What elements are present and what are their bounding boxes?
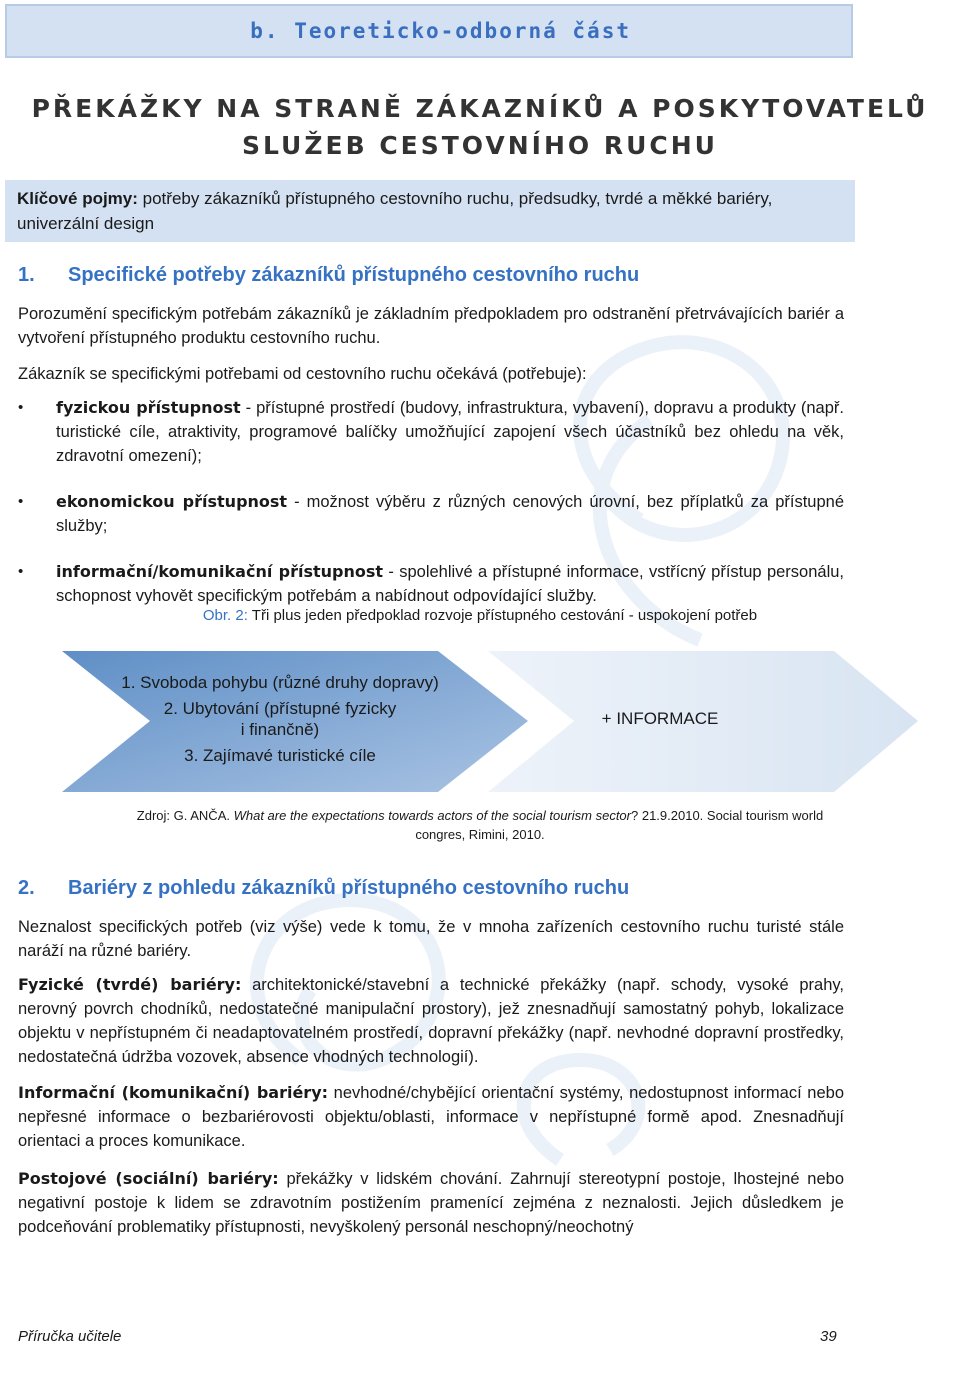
diagram-item-1: 1. Svoboda pohybu (různé druhy dopravy) [121,673,439,692]
page-title-line1: PŘEKÁŽKY NA STRANĚ ZÁKAZNÍKŮ A POSKYTOVATELŮ [31,94,929,123]
attitude-barriers-term: Postojové (sociální) bariéry: [18,1169,279,1188]
bullet-text: - spolehlivé a přístupné informace, vstřícný přístup personálu, schopnost vyhovět specifickým potřebám a nabídnout odpovídající služby. [56,563,845,605]
section2-intro: Neznalost specifických potřeb (viz výše) vede k tomu, že v mnoha zařízeních cestovního ruchu turisté stále naráží na různé bariéry. [18,918,844,960]
figure-caption-text: Tři plus jeden předpoklad rozvoje přístupného cestování - uspokojení potřeb [247,607,758,624]
figure-source-line2: congres, Rimini, 2010. [415,827,545,842]
section2-heading [18,877,629,900]
bullet-term: fyzickou přístupnost [56,398,241,417]
section1-number: 1. [18,264,35,286]
section1-heading-text: Specifické potřeby zákazníků přístupného cestovního ruchu [68,264,640,286]
source-suffix: ? 21.9.2010. Social tourism world [631,808,824,823]
bullet-term: ekonomickou přístupnost [56,492,288,511]
information-barriers-paragraph [18,1081,844,1153]
bullet-text: - přístupné prostředí (budovy, infrastruktura, vybavení), dopravu a produkty (např. turistické cíle, atraktivity, programové balíčky umožňující zapojení všech účastníků bez ohledu na věk, zdravotní omezení); [56,399,844,465]
section1-lead: Zákazník se specifickými potřebami od cestovního ruchu očekává (potřebuje): [18,365,587,383]
attitude-barriers-text: překážky v lidském chování. Zahrnují stereotypní postoje, lhostejné nebo negativní postoje k lidem se zdravotním postižením pramenící zejména z neznalosti. Jejich důsledkem je podceňování problematiky přístupnosti, nevyškolený personál neschopný/neochotný [18,1170,844,1236]
page-number: 39 [820,1328,837,1345]
diagram-item-2: 2. Ubytování (přístupné fyzicky [163,699,397,718]
section1-intro: Porozumění specifickým potřebám zákazníků je základním předpokladem pro odstranění přetrvávajících bariér a vytvoření přístupného produktu cestovního ruchu. [18,305,844,347]
information-barriers-term: Informační (komunikační) bariéry: [18,1083,329,1102]
figure-source [0,806,960,825]
diagram-information: + INFORMACE [601,709,719,728]
source-prefix: Zdroj: G. ANČA. [136,808,234,823]
physical-barriers-text: architektonické/stavební a technické překážky (např. schody, vysoké prahy, nerovný povrch chodníků, nedostatečné manipulační prostory), jež znesnadňují samostatný pohyb, lokalizace objektu v nepřístupném či neadaptovatelném prostředí, dopravní překážky (např. nevhodné dopravní prostředky, nedostatečná údržba vozovek, absence vhodných technologií). [18,976,845,1066]
keywords-label: Klíčové pojmy: [17,189,138,208]
section2-heading-text: Bariéry z pohledu zákazníků přístupného cestovního ruchu [68,877,630,899]
bullet-term: informační/komunikační přístupnost [56,562,384,581]
source-title: What are the expectations towards actors of the social tourism sector [233,808,631,823]
figure-number: Obr. 2: [202,607,248,624]
section-header-label: b. Teoreticko-odborná část [250,19,631,43]
diagram-item-2-cont: i finančně) [240,720,320,739]
page-title-line2: SLUŽEB CESTOVNÍHO RUCHU [242,131,718,160]
physical-barriers-paragraph [18,973,844,1069]
bullet-text: - možnost výběru z různých cenových úrovní, bez příplatků za přístupné služby; [56,493,845,535]
keywords-text: potřeby zákazníků přístupného cestovního ruchu, předsudky, tvrdé a měkké bariéry, univerzální design [17,189,773,233]
physical-barriers-term: Fyzické (tvrdé) bariéry: [18,975,242,994]
diagram-item-3: 3. Zajímavé turistické cíle [184,746,376,765]
attitude-barriers-paragraph [18,1167,844,1239]
footer-title: Příručka učitele [18,1328,122,1345]
section2-number: 2. [18,877,35,899]
information-barriers-text: nevhodné/chybějící orientační systémy, nedostupnost informací nebo nepřesné informace o bezbariérovosti objektu/oblasti, informace v nepřístupné formě apod. Znesnadňují orientaci a proces komunikace. [18,1084,845,1150]
